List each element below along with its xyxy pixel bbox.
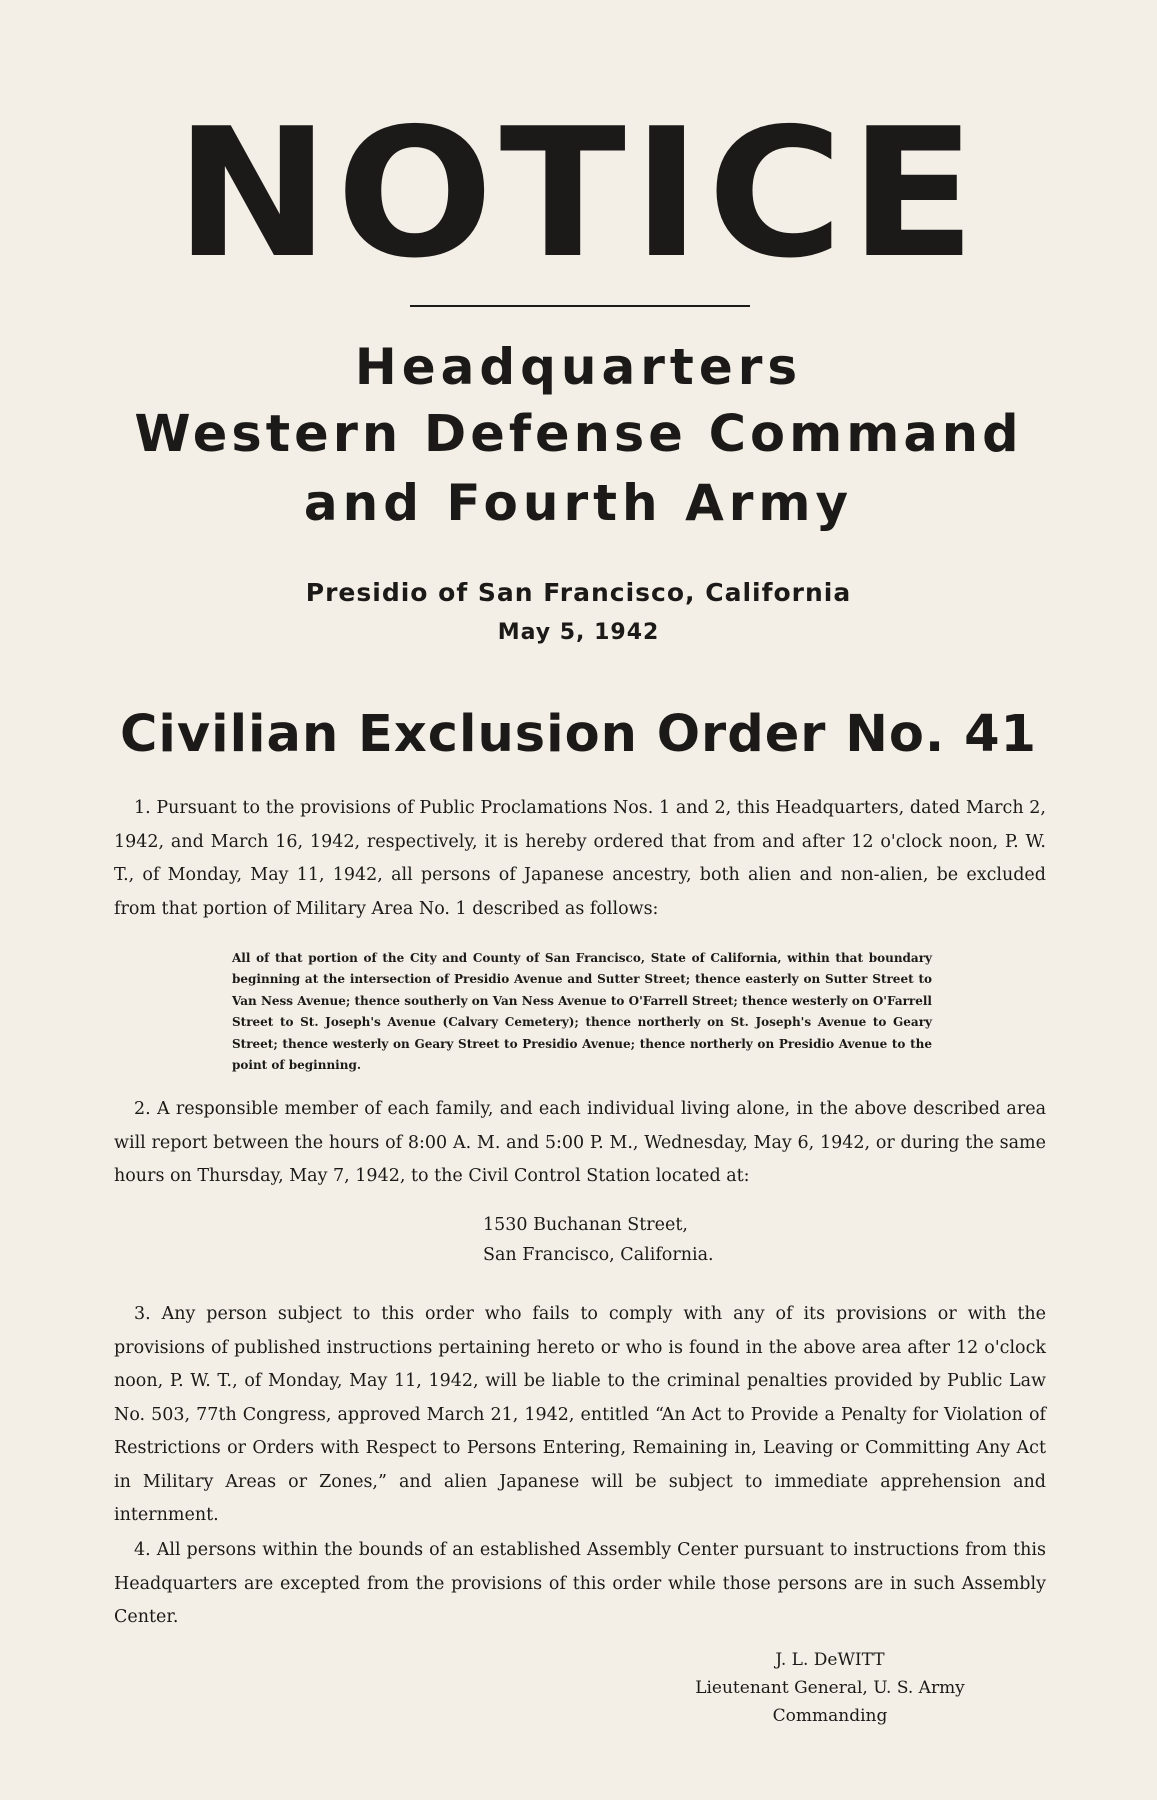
date-line: May 5, 1942 xyxy=(497,620,660,645)
headquarters-line-3: and Fourth Army xyxy=(303,474,854,532)
address-line-2: San Francisco, California. xyxy=(483,1245,714,1265)
order-title: Civilian Exclusion Order No. 41 xyxy=(119,705,1038,764)
heading-divider xyxy=(410,305,750,307)
paragraph-4: 4. All persons within the bounds of an established Assembly Center pursuant to instructions from this Headquarters are excepted from the provisions of this order while those persons are in such Assembly Center. xyxy=(114,1540,1046,1627)
notice-heading: NOTICE xyxy=(174,90,983,297)
signatory-role: Commanding xyxy=(772,1706,888,1726)
headquarters-line-2: Western Defense Command xyxy=(134,405,1023,464)
headquarters-line-1: Headquarters xyxy=(354,338,803,396)
location-line: Presidio of San Francisco, California xyxy=(305,578,852,607)
boundary-description: All of that portion of the City and County of San Francisco, State of California, within that boundary beginning at the intersection of Presidio Avenue and Sutter Street; thence easterly on Sutter Street to Van Ness Avenue; thence southerly on Van Ness Avenue to O'Farrell Street; thence westerly on O'Farrell Street to St. Joseph's Avenue (Calvary Cemetery); thence northerly on St. Joseph's Avenue to Geary Street; thence westerly on Geary Street to Presidio Avenue; thence northerly on Presidio Avenue to the point of beginning. xyxy=(232,951,932,1073)
signature-block xyxy=(660,1646,1000,1730)
paragraph-1: 1. Pursuant to the provisions of Public Proclamations Nos. 1 and 2, this Headquarters, dated March 2, 1942, and March 16, 1942, respectively, it is hereby ordered that from and after 12 o'clock noon, P. W. T., of Monday, May 11, 1942, all persons of Japanese ancestry, both alien and non-alien, be excluded from that portion of Military Area No. 1 described as follows: xyxy=(114,798,1046,919)
signatory-name: J. L. DeWITT xyxy=(775,1650,885,1670)
address-line-1: 1530 Buchanan Street, xyxy=(483,1215,688,1235)
paragraph-2: 2. A responsible member of each family, and each individual living alone, in the above described area will report between the hours of 8:00 A. M. and 5:00 P. M., Wednesday, May 6, 1942, or during the same hours on Thursday, May 7, 1942, to the Civil Control Station located at: xyxy=(114,1099,1046,1186)
signatory-rank: Lieutenant General, U. S. Army xyxy=(695,1678,965,1698)
civil-control-station-address xyxy=(483,1210,714,1270)
paragraph-3: 3. Any person subject to this order who fails to comply with any of its provisions or with the provisions of published instructions pertaining hereto or who is found in the above area after 12 o'clock noon, P. W. T., of Monday, May 11, 1942, will be liable to the criminal penalties provided by Public Law No. 503, 77th Congress, approved March 21, 1942, entitled “An Act to Provide a Penalty for Violation of Restrictions or Orders with Respect to Persons Entering, Remaining in, Leaving or Committing Any Act in Military Areas or Zones,” and alien Japanese will be subject to immediate apprehension and internment. xyxy=(114,1304,1046,1525)
